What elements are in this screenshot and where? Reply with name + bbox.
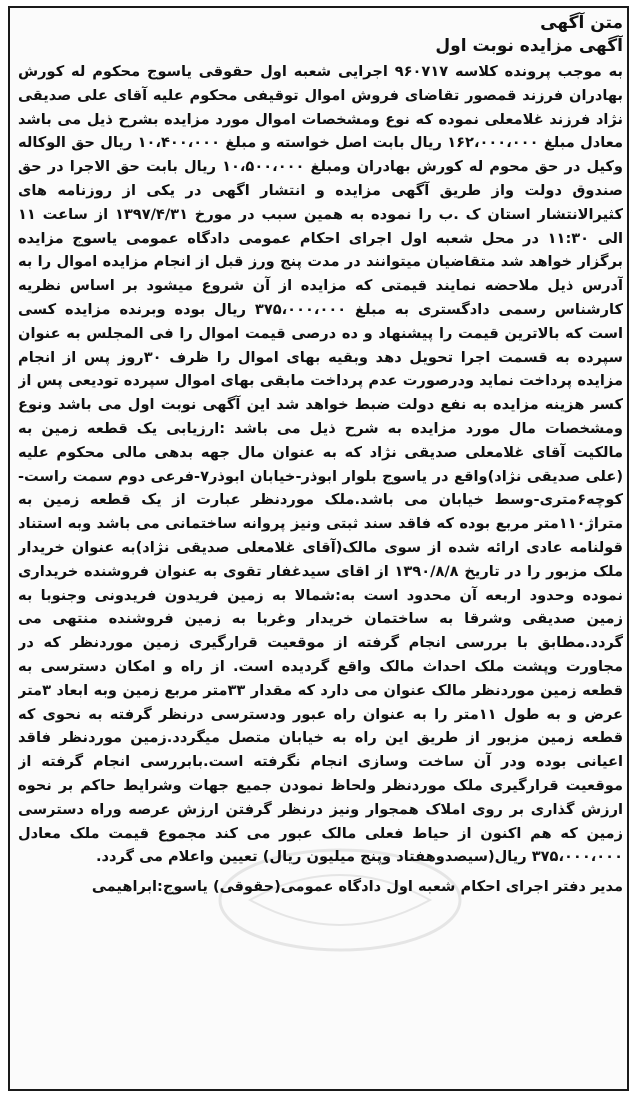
notice-signature: مدیر دفتر اجرای احکام شعبه اول دادگاه عمومی(حقوقی) یاسوج:ابراهیمی [91,878,623,896]
notice-title: متن آگهی [540,13,623,33]
notice-document [18,12,623,1087]
notice-subtitle: آگهی مزایده نوبت اول [435,36,623,56]
notice-body: به موجب پرونده کلاسه ۹۶۰۷۱۷ اجرایی شعبه اول حقوقی یاسوج محکوم له کورش بهادران فرزند قمصور تقاضای فروش اموال توقیفی محکوم علیه آقای علی صدیقی نژاد فرزند غلامعلی نموده که نوع ومشخصات اموال مورد مزایده بشرح ذیل می باشد معادل مبلغ ۱۶۲،۰۰۰،۰۰۰ ریال بابت اصل خواسته و مبلغ ۱۰،۴۰۰،۰۰۰ ریال حق الوکاله وکیل در حق محوم له کورش بهادران ومبلغ ۱۰،۵۰۰،۰۰۰ ریال بابت حق الاجرا در حق صندوق دولت واز طریق آگهی مزایده و انتشار اگهی در یکی از روزنامه های کثیرالانتشار استان ک .ب را نموده به همین سبب در مورخ ۱۳۹۷/۴/۳۱ از ساعت ۱۱ الی ۱۱:۳۰ در محل شعبه اول اجرای احکام عمومی دادگاه عمومی یاسوج مزایده برگزار خواهد شد متقاضیان میتوانند در مدت پنج ورز قبل از انجام مزایده اموال را به آدرس ذیل ملاحضه نمایند قیمتی که مزایده از آن شروع میشود بر اساس نظریه کارشناس رسمی دادگستری به مبلغ ۳۷۵،۰۰۰،۰۰۰ ریال بوده وبرنده مزایده کسی است که بالاترین قیمت را پیشنهاد و ده درصی قیمت اموال را فی المجلس به عنوان سپرده به قسمت اجرا تحویل دهد وبقیه بهای اموال را ظرف ۳۰روز پس از انجام مزایده پرداخت نماید ودرصورت عدم پرداخت مابقی بهای اموال سپرده تودیعی پس از کسر هزینه مزایده به نفع دولت ضبط خواهد شد این آگهی نوبت اول می باشد ونوع ومشخصات مال مورد مزایده به شرح ذیل می باشد :ارزیابی یک قطعه زمین به مالکیت آقای غلامعلی صدیقی نژاد که به عنوان مال جهه بدهی مالی محکوم علیه (علی صدیقی نژاد)واقع در یاسوج بلوار ابوذر-خیابان ابوذر۷-فرعی دوم سمت راست-کوچه۶متری-وسط خیابان می باشد.ملک مورد‌نظر عبارت از یک قطعه زمین به متراژ۱۱۰متر مربع بوده که فاقد سند ثبتی ونیز پروانه ساختمانی می باشد وبه استناد قولنامه عادی ارائه شده از سوی مالک(آقای غلامعلی صدیقی نژاد)به عنوان خریدار ملک مزبور را در تاریخ ۱۳۹۰/۸/۸ از اقای سیدغفار تقوی به عنوان فروشنده خریداری نموده وحدود اربعه آن محدود است به:شمالا به زمین فریدون فریدونی وجنوبا به زمین صدیقی وشرقا به ساختمان خریدار وغربا به زمین فروشنده منتهی می گردد.مطابق با بررسی انجام گرفته از موقعیت قرارگیری زمین موردنظر که در مجاورت وپشت ملک احداث مالک واقع گردیده است. از راه و امکان دسترسی به قطعه زمین موردنظر مالک عنوان می دارد که مقدار ۳۳متر مربع زمین وبه ابعاد ۳متر عرض و به طول ۱۱متر را به عنوان راه عبور ودسترسی درنظر گرفته به نحوی که قطعه زمین مزبور از طریق این راه به خیابان متصل میگردد.زمین موردنظر فاقد اعیانی بوده ودر آن ساخت وسازی انجام نگرفته است.بابررسی انجام گرفته از موقعیت قرارگیری ملک موردنظر ولحاظ نمودن جمیع جهات وشرایط حاکم بر نحوه ارزش گذاری بر روی املاک همجوار ونیز درنظر گرفتن ارزش عرصه وراه دسترسی زمین که هم اکنون از حیاط فعلی مالک عبور می کند مجموع قیمت ملک معادل ۳۷۵،۰۰۰،۰۰۰ ریال(سیصدوهفتاد وپنج میلیون ریال) تعیین واعلام می گردد. [18,63,623,866]
